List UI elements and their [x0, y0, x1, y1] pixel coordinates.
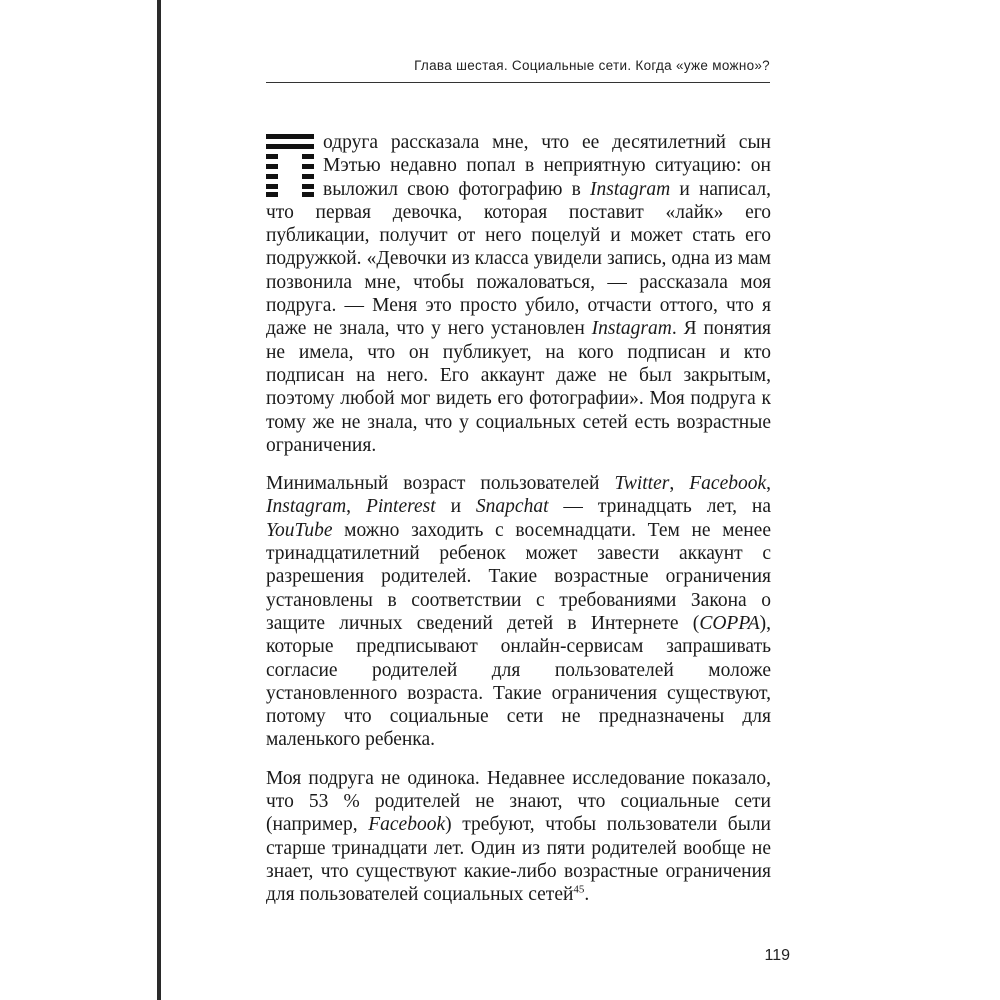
paragraph-1	[266, 131, 771, 457]
paragraph-2-text: ), которые предписывают онлайн-сервисам запрашивать согласие родителей для пользователей моложе установленного возраста. Такие ограничения существуют, потому что социальные сети не предназначены для маленького ребенка.	[266, 612, 771, 751]
page-number: 119	[764, 947, 790, 964]
law-coppa: COPPA	[699, 612, 760, 634]
running-head-rule	[266, 82, 770, 83]
paragraph-3	[266, 767, 771, 907]
body-text	[266, 131, 771, 922]
paragraph-3-text: Моя подруга не одинока. Недавнее исследование показало, что 53 % родителей не знают, что социальные сети (например,	[266, 767, 771, 836]
running-head: Глава шестая. Социальные сети. Когда «уже можно»?	[414, 58, 770, 73]
brand-snapchat: Snapchat	[475, 496, 549, 518]
brand-instagram: Instagram	[591, 318, 672, 340]
brand-facebook: Facebook	[689, 473, 767, 495]
paragraph-2-text: можно заходить с восемнадцати. Тем не менее тринадцатилетний ребенок может завести аккаунт с разрешения родителей. Такие возрастные ограничения установлены в соответствии с требованиями Закона о защите личных сведений детей в Интернете (	[266, 519, 771, 634]
paragraph-1-text: и написал, что первая девочка, которая поставит «лайк» его публикации, получит от него поцелуй и может стать его подружкой. «Девочки из класса увидели запись, одна из мам позвонила мне, чтобы пожаловаться, — рассказала моя подруга. — Меня это просто убило, отчасти оттого, что я даже не знала, что у него установлен	[266, 178, 771, 340]
brand-facebook: Facebook	[368, 814, 446, 836]
paragraph-2-text: и	[435, 496, 476, 518]
footnote-marker: 45	[573, 883, 585, 896]
brand-twitter: Twitter	[614, 473, 670, 495]
dropcap-letter-glyph	[266, 134, 314, 197]
brand-instagram: Instagram	[590, 178, 671, 200]
paragraph-2-text: ,	[766, 473, 772, 495]
paragraph-1-text: . Я понятия не имела, что он публикует, на кого подписан и кто подписан на него. Его аккаунт даже не был закрытым, поэтому любой мог видеть его фотографии». Моя подруга к тому же не знала, что у социальных сетей есть возрастные ограничения.	[266, 318, 771, 456]
brand-youtube: YouTube	[266, 519, 333, 541]
paragraph-2-text: ,	[669, 473, 690, 495]
paragraph-2	[266, 472, 771, 752]
paragraph-3-text: ) требуют, чтобы пользователи были старше тринадцати лет. Один из пяти родителей вообще не знает, что существуют какие-либо возрастные ограничения для пользователей социальных сетей	[266, 814, 771, 906]
paragraph-2-text: — тринадцать лет, на	[548, 496, 772, 518]
brand-instagram: Instagram	[266, 496, 347, 518]
paragraph-2-text: ,	[346, 496, 366, 518]
paragraph-3-text: .	[584, 884, 590, 906]
paragraph-1-text: одруга рассказала мне, что ее десятилетний сын Мэтью недавно попал в неприятную ситуацию: он выложил свою фотографию в	[323, 132, 771, 200]
brand-pinterest: Pinterest	[365, 496, 436, 518]
dropcap	[266, 134, 314, 197]
page-binding-edge	[157, 0, 161, 1000]
paragraph-2-text: Минимальный возраст пользователей	[266, 473, 615, 495]
